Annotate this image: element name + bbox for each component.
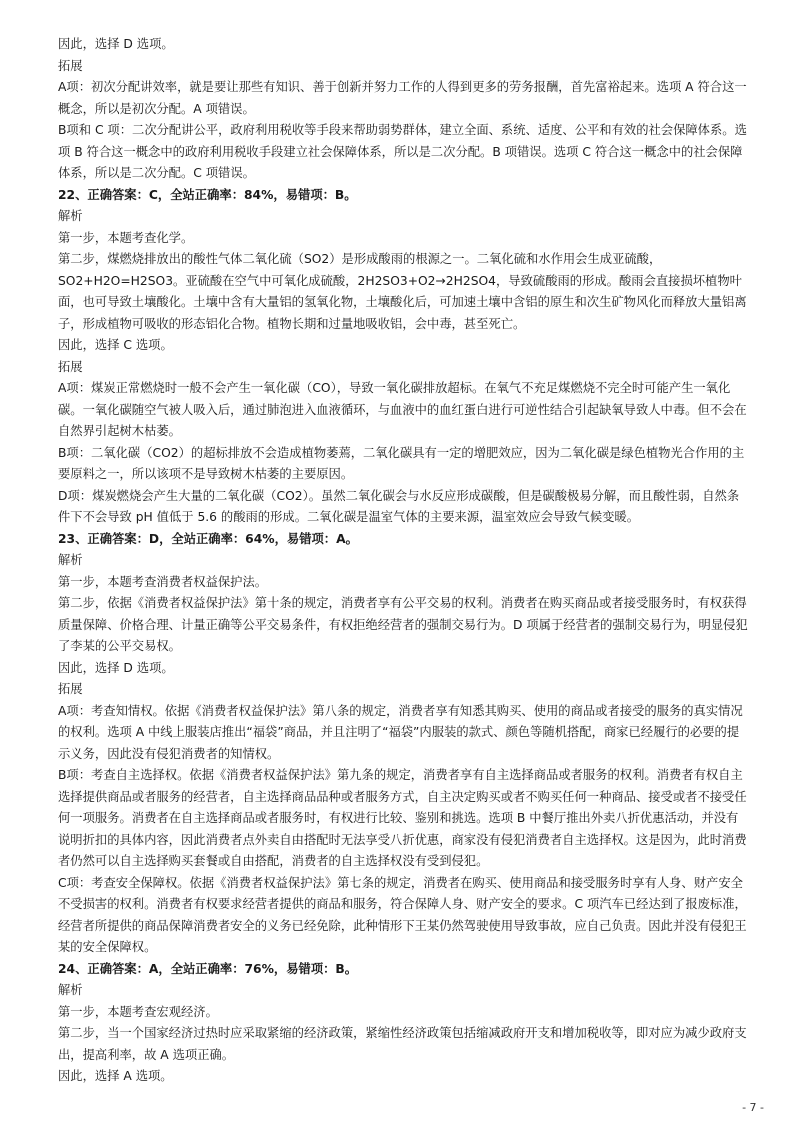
paragraph: 第一步，本题考查宏观经济。 [58, 1004, 218, 1019]
section-heading: 解析 [58, 209, 83, 223]
section-heading: 解析 [58, 553, 83, 567]
paragraph: D项：煤炭燃烧会产生大量的二氧化碳（CO2）。虽然二氧化碳会与水反应形成碳酸，但是碳酸极易分解，而且酸性弱，自然条件下不会导致 pH 值低于 5.6 的酸雨的形成。二氧化碳是温室气体的主要来源，温室效应会导致气候变暖。 [58, 488, 740, 524]
paragraph: 第二步，当一个国家经济过热时应采取紧缩的经济政策，紧缩性经济政策包括缩减政府开支和增加税收等，即对应为减少政府支出，提高利率，故 A 选项正确。 [58, 1026, 747, 1062]
answer-line: 22、正确答案：C，全站正确率：84%，易错项：B。 [58, 187, 357, 202]
section-heading: 解析 [58, 983, 83, 997]
section-heading: 拓展 [58, 58, 83, 73]
answer-line: 24、正确答案：A，全站正确率：76%，易错项：B。 [58, 961, 358, 976]
paragraph: 因此，选择 D 选项。 [58, 37, 174, 51]
paragraph: B项和 C 项：二次分配讲公平，政府利用税收等手段来帮助弱势群体，建立全面、系统、适度、公平和有效的社会保障体系。选项 B 符合这一概念中的政府利用税收手段建立社会保障体系，所以是二次分配。B 项错误。选项 C 符合这一概念中的社会保障体系，所以是二次分配。C 项错误。 [58, 123, 747, 180]
page-number: - 7 - [742, 1101, 764, 1114]
paragraph: 第一步，本题考查消费者权益保护法。 [58, 574, 268, 589]
answer-line: 23、正确答案：D，全站正确率：64%，易错项：A。 [58, 531, 358, 546]
paragraph: A项：初次分配讲效率，就是要让那些有知识、善于创新并努力工作的人得到更多的劳务报酬，首先富裕起来。选项 A 符合这一概念，所以是初次分配。A 项错误。 [58, 80, 747, 116]
section-heading: 拓展 [58, 359, 83, 374]
paragraph: 第一步，本题考查化学。 [58, 230, 194, 245]
paragraph: 第二步，依据《消费者权益保护法》第十条的规定，消费者享有公平交易的权利。消费者在购买商品或者接受服务时，有权获得质量保障、价格合理、计量正确等公平交易条件，有权拒绝经营者的强制交易行为。D 项属于经营者的强制交易行为，明显侵犯了李某的公平交易权。 [58, 596, 748, 653]
paragraph: C项：考查安全保障权。依据《消费者权益保护法》第七条的规定，消费者在购买、使用商品和接受服务时享有人身、财产安全不受损害的权利。消费者有权要求经营者提供的商品和服务，符合保障人身、财产安全的要求。C 项汽车已经达到了报废标准，经营者所提供的商品保障消费者安全的义务已经免除，此种情形下王某仍然驾驶使用导致事故，应自己负责。因此并没有侵犯王某的安全保障权。 [58, 875, 747, 954]
paragraph: 因此，选择 D 选项。 [58, 660, 174, 675]
paragraph: 因此，选择 A 选项。 [58, 1069, 173, 1083]
paragraph: 因此，选择 C 选项。 [58, 338, 173, 352]
section-heading: 拓展 [58, 682, 83, 696]
document-body [58, 34, 750, 1088]
paragraph: B项：考查自主选择权。依据《消费者权益保护法》第九条的规定，消费者享有自主选择商品或者服务的权利。消费者有权自主选择提供商品或者服务的经营者，自主选择商品品种或者服务方式，自主决定购买或者不购买任何一种商品、接受或者不接受任何一项服务。消费者在自主选择商品或者服务时，有权进行比较、鉴别和挑选。选项 B 中餐厅推出外卖八折优惠活动，并没有说明折扣的具体内容，因此消费者点外卖自由搭配时无法享受八折优惠，商家没有侵犯消费者自主选择权。这是因为，此时消费者仍然可以自主选择购买套餐或自由搭配，消费者的自主选择权没有受到侵犯。 [58, 768, 747, 868]
paragraph: 第二步，煤燃烧排放出的酸性气体二氧化硫（SO2）是形成酸雨的根源之一。二氧化硫和水作用会生成亚硫酸，SO2+H2O=H2SO3。亚硫酸在空气中可氧化成硫酸，2H2SO3+O2→2H2SO4，导致硫酸雨的形成。酸雨会直接损坏植物叶面，也可导致土壤酸化。土壤中含有大量铝的氢氧化物，土壤酸化后，可加速土壤中含铝的原生和次生矿物风化而释放大量铝离子，形成植物可吸收的形态铝化合物。植物长期和过量地吸收铝，会中毒，甚至死亡。 [58, 252, 747, 331]
paragraph: A项：考查知情权。依据《消费者权益保护法》第八条的规定，消费者享有知悉其购买、使用的商品或者接受的服务的真实情况的权利。选项 A 中线上服装店推出“福袋”商品，并且注明了“福袋”内服装的款式、颜色等随机搭配，商家已经履行的必要的提示义务，因此没有侵犯消费者的知情权。 [58, 703, 743, 761]
paragraph: B项：二氧化碳（CO2）的超标排放不会造成植物萎蔫，二氧化碳具有一定的增肥效应，因为二氧化碳是绿色植物光合作用的主要原料之一，所以该项不是导致树木枯萎的主要原因。 [58, 445, 745, 481]
paragraph: A项：煤炭正常燃烧时一般不会产生一氧化碳（CO），导致一氧化碳排放超标。在氧气不充足煤燃烧不完全时可能产生一氧化碳。一氧化碳随空气被人吸入后，通过肺泡进入血液循环，与血液中的血红蛋白进行可逆性结合引起缺氧导致人中毒。但不会在自然界引起树木枯萎。 [58, 381, 747, 438]
